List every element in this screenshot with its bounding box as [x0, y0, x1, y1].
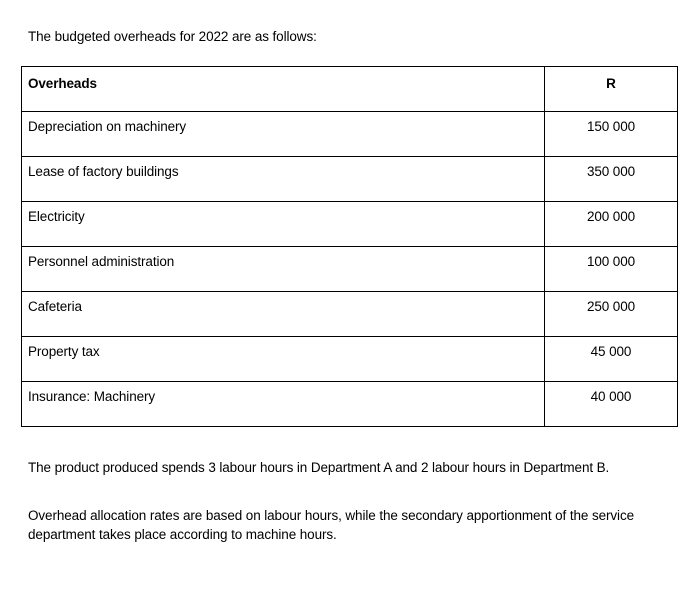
overhead-name: Lease of factory buildings [22, 157, 545, 202]
table-row [22, 247, 678, 292]
table-header-row [22, 67, 678, 112]
column-header-overheads: Overheads [22, 67, 545, 112]
labour-hours-paragraph: The product produced spends 3 labour hours in Department A and 2 labour hours in Department B. [28, 460, 610, 475]
overhead-name: Cafeteria [22, 292, 545, 337]
table-row [22, 112, 678, 157]
overhead-name: Depreciation on machinery [22, 112, 545, 157]
overhead-amount: 200 000 [545, 202, 678, 247]
overhead-amount: 350 000 [545, 157, 678, 202]
overheads-table [21, 66, 678, 427]
table-row [22, 382, 678, 427]
overhead-amount: 40 000 [545, 382, 678, 427]
table-row [22, 337, 678, 382]
table-row [22, 157, 678, 202]
overhead-amount: 100 000 [545, 247, 678, 292]
allocation-rates-paragraph: Overhead allocation rates are based on labour hours, while the secondary apportionment of the service department takes place according to machine hours. [28, 508, 635, 542]
table-row [22, 202, 678, 247]
overhead-amount: 250 000 [545, 292, 678, 337]
overhead-amount: 45 000 [545, 337, 678, 382]
overhead-name: Property tax [22, 337, 545, 382]
column-header-amount: R [545, 67, 678, 112]
overhead-name: Insurance: Machinery [22, 382, 545, 427]
intro-text: The budgeted overheads for 2022 are as follows: [28, 29, 317, 44]
overhead-amount: 150 000 [545, 112, 678, 157]
overhead-name: Electricity [22, 202, 545, 247]
table-row [22, 292, 678, 337]
overhead-name: Personnel administration [22, 247, 545, 292]
